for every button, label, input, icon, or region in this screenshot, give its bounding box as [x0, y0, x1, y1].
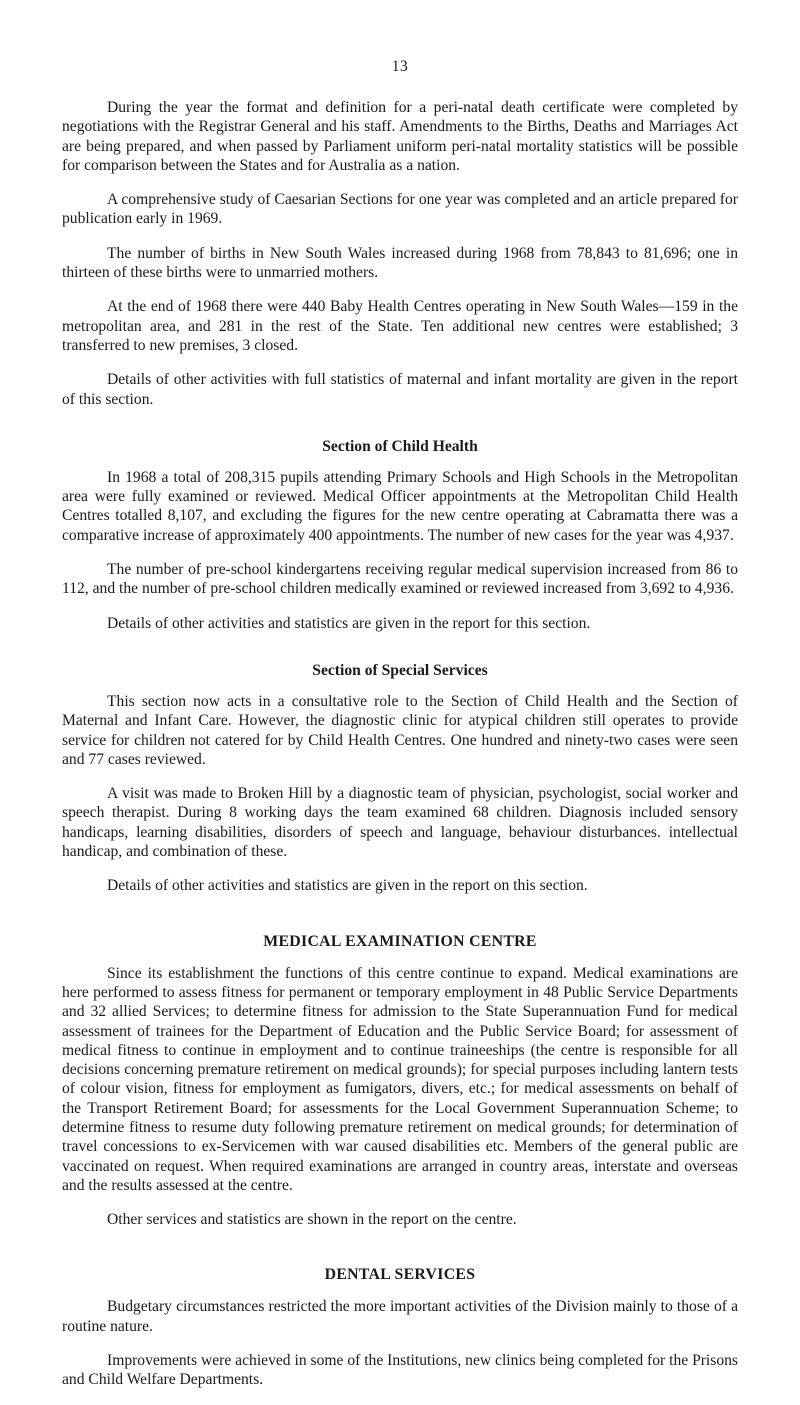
paragraph: A visit was made to Broken Hill by a diagnostic team of physician, psychologist, social worker and speech therapist. During 8 working days the team examined 68 children. Diagnosis included sensory handicaps, learning disabilities, disorders of speech and language, behaviour disturbances. intellectual handicap, and combination of these. — [62, 785, 738, 861]
section-heading: Section of Special Services — [312, 661, 488, 679]
paragraph: Details of other activities and statistics are given in the report for this section. — [107, 614, 591, 632]
section-special-services — [62, 661, 738, 896]
section-medical-examination-centre — [62, 932, 738, 1230]
paragraph: During the year the format and definition for a peri-natal death certificate were completed by negotiations with the Registrar General and his staff. Amendments to the Births, Deaths and Marriages Act are being prepared, and when passed by Parliament uniform peri-natal mortality statistics will be possible for comparison between the States and for Australia as a nation. — [62, 99, 738, 174]
section-heading: Section of Child Health — [322, 437, 478, 455]
paragraph: The number of births in New South Wales increased during 1968 from 78,843 to 81,696; one in thirteen of these births were to unmarried mothers. — [62, 244, 738, 282]
major-heading: DENTAL SERVICES — [324, 1266, 476, 1284]
page-number: 13 — [391, 58, 409, 75]
paragraph: In 1968 a total of 208,315 pupils attending Primary Schools and High Schools in the Metropolitan area were fully examined or reviewed. Medical Officer appointments at the Metropolitan Child Health Centres totalled 8,107, and excluding the figures for the new centre operating at Cabramatta there was a comparative increase of approximately 400 appointments. The number of new cases for the year was 4,937. — [62, 468, 738, 544]
paragraph: Details of other activities and statistics are given in the report on this section. — [107, 877, 588, 895]
maternal-infant-care-continued — [62, 98, 738, 409]
major-heading: MEDICAL EXAMINATION CENTRE — [263, 932, 537, 950]
paragraph: Details of other activities with full statistics of maternal and infant mortality are given in the report of this section. — [62, 371, 738, 408]
document-page — [62, 58, 738, 1405]
paragraph: Other services and statistics are shown in the report on the centre. — [107, 1211, 517, 1229]
paragraph: Improvements were achieved in some of the Institutions, new clinics being completed for the Prisons and Child Welfare Departments. — [62, 1352, 738, 1389]
paragraph: Since its establishment the functions of this centre continue to expand. Medical examinations are here performed to assess fitness for permanent or temporary employment in 48 Public Service Departments and 32 allied Services; to determine fitness for admission to the State Superannuation Fund for medical assessment of trainees for the Department of Education and the Public Service Board; for assessment of medical fitness to continue in employment and to continue traineeships (the centre is responsible for all decisions concerning premature retirement on medical grounds); for special purposes including lantern tests of colour vision, fitness for employment as fumigators, divers, etc.; for medical assessments on behalf of the Transport Retirement Board; for assessments for the Local Government Superannuation Scheme; to determine fitness to resume duty following premature retirement on medical grounds; for determination of travel concessions to ex-Servicemen with war caused disabilities etc. Members of the general public are vaccinated on request. When required examinations are arranged in country areas, interstate and overseas and the results assessed at the centre. — [62, 964, 738, 1194]
paragraph: This section now acts in a consultative role to the Section of Child Health and the Section of Maternal and Infant Care. However, the diagnostic clinic for atypical children still operates to provide service for children not catered for by Child Health Centres. One hundred and ninety-two cases were seen and 77 cases reviewed. — [62, 692, 738, 768]
paragraph: A comprehensive study of Caesarian Sections for one year was completed and an article prepared for publication early in 1969. — [62, 191, 738, 228]
paragraph: The number of pre-school kindergartens receiving regular medical supervision increased from 86 to 112, and the number of pre-school children medically examined or reviewed increased from 3,692 to 4,936. — [62, 561, 738, 598]
paragraph: At the end of 1968 there were 440 Baby Health Centres operating in New South Wales—159 in the metropolitan area, and 281 in the rest of the State. Ten additional new centres were established; 3 transferred to new premises, 3 closed. — [62, 298, 738, 354]
paragraph: Budgetary circumstances restricted the more important activities of the Division mainly to those of a routine nature. — [62, 1298, 738, 1335]
section-child-health — [62, 437, 738, 633]
section-dental-services — [62, 1265, 738, 1389]
